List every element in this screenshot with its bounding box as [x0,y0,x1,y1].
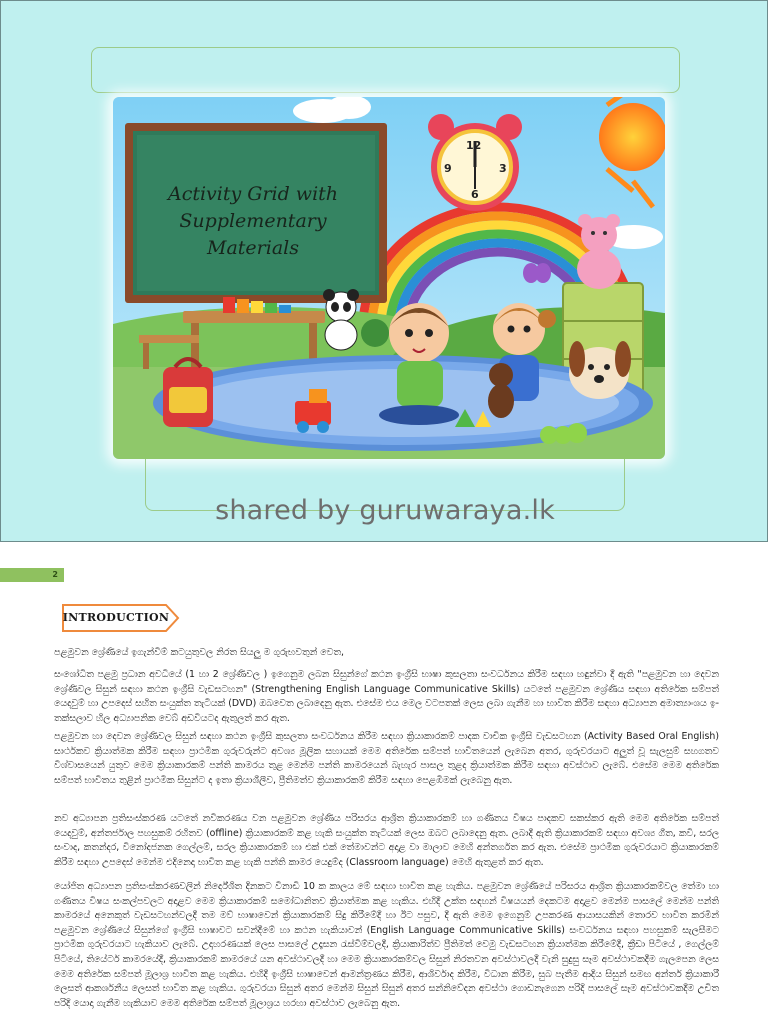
cover-title-line: Supplementary [179,210,327,232]
paragraph: යෝජිත අධ්‍යාපන ප්‍රතිසංස්කරණවලින් නිර්දේශිත දිනකට විනාඩි 10 ක කාලය මේ සඳහා භාවිත කළ හැකිය. පළමුවන ශ්‍රේණියේ පරිසරය ආශ්‍රිත ක්‍රියාකාරකම්වල තේමා හා ගණිතය විෂය සංකල්පවලට අදාළව මෙම ක්‍රියාකාරකම් සමෝධානිතව ක්‍රියාත්මක කළ හැකිය. එහිදී උක්ත සඳහන් විෂයයන් දෙකටම අදාළව මෙන්ම පාසලේ මෙන්ම පන්ති කාමරයේ අනෙකුත් වැඩසටහන්වලදී තම මව් භාෂාවෙන් ක්‍රියාකාරකම් සිදු කිරීමේදී හා ඊට පසුව, දී ඇති මෙම ඉගෙනුම් උපකරණ ආයාසයකින් තොරව භාවිත කරමින් පළමුවන ශ්‍රේණියේ සිසුන්ගේ ඉංග්‍රීසි භාෂාවට සවන්දීමේ හා කථන හැකියාවන් (English Language Communicative Skills) සංවර්ධනය සඳහා පහසුකම් සැලසීමට ප්‍රාථමික ගුරුවරයාට හැකියාව ලැබේ. උදාහරණයක් ලෙස පාසලේ උදෑසන රැස්වීම්වලදී, ක්‍රියාකාරිත්ව ප්‍රීතිමත් වෙමු වැඩසටහන ක්‍රියාත්මක කිරීමේදී, ක්‍රීඩා පිටියේ , ගෙල්ලම් පිටියේ, තියේටර් කාමරයේදී, ක්‍රියාකාරකම් කාමරයේ යන අවස්ථාවලදී හා මෙම ක්‍රියාකාරකම්වල සිසුන් නිරතවන අවස්ථාවලදී වැනි සුදුසු සෑම අවස්ථාවකදීම ගැලපෙන ලෙස මෙම අතිරේක සම්පත් මූලාශ්‍ර භාවිත කළ හැකිය. එහිදී ඉංග්‍රීසි භාෂාවෙන් ආමන්ත්‍රණය කිරීම, ආශිර්වාද කිරීම, විධාන කිරීම, සුබ පැතීම ආදිය සිසුන් සමඟ අන්තර් ක්‍රියාකාරී ලෙසත් ආකර්ශනීය ලෙසත් භාවිත කළ හැකිය. ගුරුවරයා සිසුන් අතර මෙන්ම සිසුන් සිසුන් අතර සන්නිවේදන අවස්ථා ගොඩනැගෙන පරිදි පාසලේ සෑම අවස්ථාවකදීම උචිත පරිදි යොදා ගැනීම හැකියාව මෙම අතිරේක සම්පත් මූලාශ්‍රය හරහා අවස්ථාව ලැබෙනු ඇත. [54,881,719,1009]
section-heading: INTRODUCTION [62,611,170,624]
clock-number-12: 12 [466,139,482,152]
salutation: පළමුවන ශ්‍රේණියේ ඉගැන්වීම් කටයුතුවල නිරත සියලු ම ගුරුභවතුන් වෙත, [54,647,344,658]
paragraph: සංශෝධිත පළමු ප්‍රධාන අවධියේ (1 හා 2 ශ්‍රේණිවල ) ඉගෙනුම ලබන සිසුන්ගේ කථන ඉංග්‍රීසි භාෂා කුසලතා සංවර්ධනය කිරීම සඳහා හඳුන්වා දී ඇති "පළමුවන හා දෙවන ශ්‍රේණිවල සිසුන් සඳහා කථන ඉංග්‍රීසි වැඩසටහන" (Strengthening English Language Communicative Skills) යටතේ පළමුවන ශ්‍රේණිය සඳහා අතිරේක සම්පත් යෙදවුම් හා උපදෙස් සහිත සංයුක්ත තැටියක් (DVD) ඔබවෙත ලබාදෙනු ඇත. එසේම එය මෙල වටපතක් ලෙස ලබා ගැනීම හා භාවිත කිරීම සඳහා අධ්‍යාපන අමාත්‍යාංශය ඉ-තක්සලාව හිල අධ්‍යාපනික වෙබ් අඩවියටද ඇතුලත් කර ඇත. [54,669,719,724]
page-number-bar: 2 [0,568,64,582]
clock-number-3: 3 [499,162,507,175]
cover-illustration [113,97,665,459]
clock-number-9: 9 [444,162,452,175]
school-bag-icon [163,359,213,427]
cover-title [135,181,371,262]
section-heading-tag [62,604,180,632]
cover-title-frame [91,47,680,93]
cover-title-line: Activity Grid with [167,183,339,205]
cover-credit: shared by guruwaraya.lk [215,495,555,526]
paragraph: පළමුවන හා දෙවන ශ්‍රේණිවල සිසුන් සඳහා කථන ඉංග්‍රීසි කුසලතා සංවර්ධනය කිරීම සඳහා ක්‍රියාකාරකම් පාදක වාචික ඉංග්‍රීසි වැඩසටහන (Activity Based Oral English) සාර්ථකව ක්‍රියාත්මක කිරීම සඳහා ප්‍රාථමික ගුරුවරුන්ට අවශ්‍ය මූලික සහායක් මෙම අතිරේක සම්පත් භාවිතයෙන් ලැබෙන අතර, ගුරුවරයාට අලුත් වූ සැලසුම් සහගතව විශ්වාසයෙන් යුතුව මෙම ක්‍රියාකාරකම් පන්ති කාමරය තුළ මෙන්ම පන්ති කාමරයෙන් බැහැර පාසල තුළද ක්‍රියාත්මක කිරීම සඳහා අවස්ථාව ලැබේ. එසේම මෙම අතිරේක සම්පත් භාවිතය තුළින් ප්‍රාථමික සිසුන්ට ද ඉතා ක්‍රියාශීලීව, ප්‍රීතිමත්ව ක්‍රියාකාරකම් කිරීම සඳහා පෙළඹීමක් ලැබෙනු ඇත. [54,731,719,786]
paragraph: නව අධ්‍යාපන ප්‍රතිසංස්කරණ යටතේ නවීකරණය වන පළමුවන ශ්‍රේණිය පරිසරය ආශ්‍රිත ක්‍රියාකාරකම් හා ගණිතය විෂය පාදකව සකස්කර ඇති මෙම අතිරේක සම්පත් යෙදවුම්, අන්තර්ජාල පහසුකම් රහිතව (offline) ක්‍රියාකාරකම් කළ හැකි සංයුක්ත තැටියක් ලෙස ඔබට ලබාදෙනු ඇත. ලබාදී ඇති ක්‍රියාකාරකම් සඳහා අවශ්‍ය ගීත, කවි, සරල සංවාද, කතන්දර, විනෝදජනක ගෙල්ලම්, සරල ක්‍රියාකාරකම් හා එක් එක් තේමාවන්ට අදාළ වා මාලාව මෙහි අන්තර්ගත කර ඇත. එසේම ප්‍රාථමික ගුරුවරයාට ක්‍රියාකාරකම් කිරීම සඳහා උපදෙස් මෙන්ම එදිනෙදා භාවිත කළ හැකි පන්ති කාමර යෙදුම්ද (Classroom language) මෙහි ඇතුළත් කර ඇත. [54,813,719,868]
cover-title-line: Materials [207,237,299,259]
clock-number-6: 6 [471,188,479,201]
brown-teddy-icon [488,363,514,418]
